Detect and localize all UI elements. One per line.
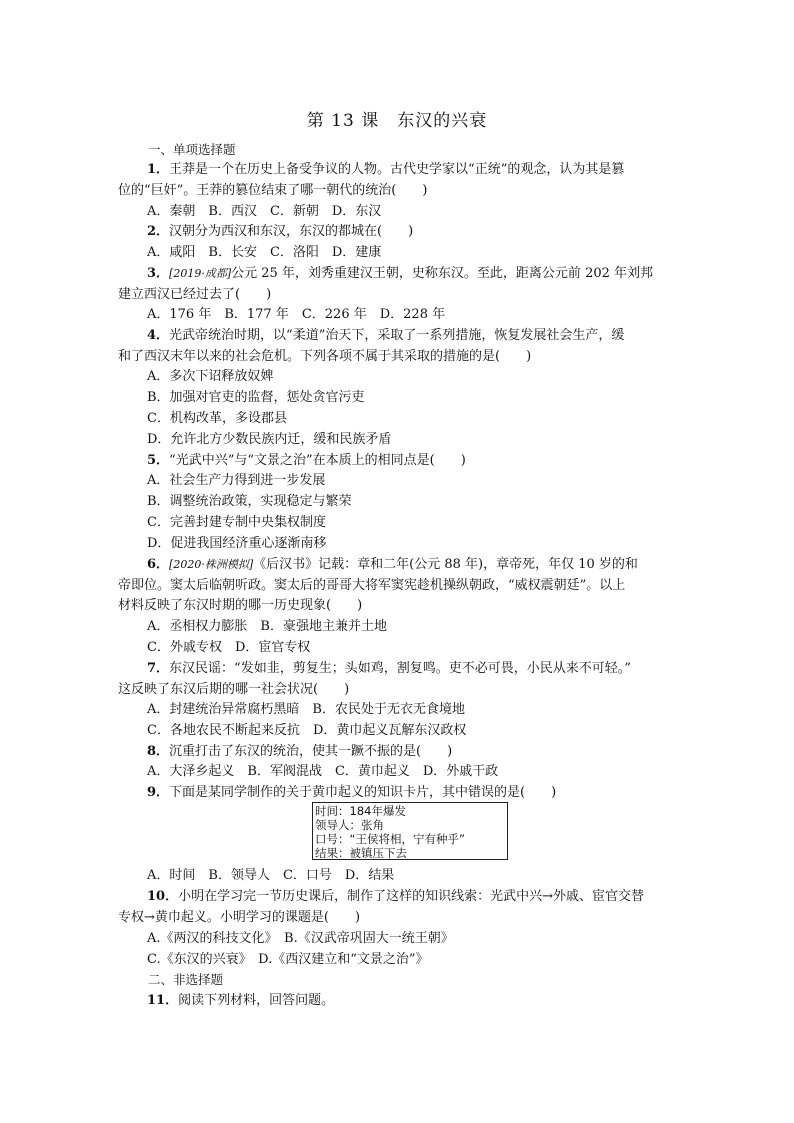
question-7-text: 东汉民谣：“发如韭，剪复生；头如鸡，割复鸣。吏不必可畏，小民从来不可轻。” (169, 661, 631, 676)
question-3-options: A．176 年 B．177 年 C．226 年 D．228 年 (147, 307, 446, 322)
question-7-number: 7． (147, 661, 170, 676)
question-1-text-cont: 位的“巨奸”。王莽的篡位结束了哪一朝代的统治( ) (118, 183, 428, 198)
question-2-number: 2． (147, 224, 170, 239)
question-6-text: 《后汉书》记载：章和二年(公元 88 年)，章帝死，年仅 10 岁的和 (253, 557, 638, 572)
question-4-number: 4． (147, 328, 170, 343)
question-4-option-b: B．加强对官吏的监督，惩处贪官污吏 (147, 390, 365, 405)
question-9-number: 9． (147, 785, 170, 800)
question-10-options-ab: A.《两汉的科技文化》 B.《汉武帝巩固大一统王朝》 (147, 931, 454, 946)
question-6-options-ab: A．丞相权力膨胀 B．豪强地主兼并土地 (147, 619, 387, 634)
question-4-text: 光武帝统治时期，以“柔道”治天下，采取了一系列措施，恢复发展社会生产，缓 (169, 328, 625, 343)
question-11-stem (147, 991, 334, 1011)
question-5-number: 5． (147, 453, 170, 468)
knowledge-card-slogan: 口号：“王侯将相，宁有种乎” (315, 832, 465, 846)
question-8-number: 8． (147, 744, 170, 759)
question-11-number: 11． (147, 993, 179, 1008)
question-1-number: 1． (147, 162, 170, 177)
question-6-text-cont-1: 帝即位。窦太后临朝听政。窦太后的哥哥大将军窦宪趁机操纵朝政，“威权震朝廷”。以上 (118, 578, 626, 593)
question-4-option-c: C．机构改革，多设郡县 (147, 411, 287, 426)
question-7-stem (147, 659, 631, 679)
question-8-stem (147, 742, 452, 762)
question-2-text: 汉朝分为西汉和东汉，东汉的都城在( ) (169, 224, 414, 239)
question-9-options: A．时间 B．领导人 C．口号 D．结果 (147, 868, 395, 883)
question-5-text: “光武中兴”与“文景之治”在本质上的相同点是( ) (169, 453, 466, 468)
question-3-source-tag: [2019·成都] (169, 267, 232, 280)
question-1-text: 王莽是一个在历史上备受争议的人物。古代史学家以“正统”的观念，认为其是篡 (169, 162, 625, 177)
question-8-options: A．大泽乡起义 B．军阀混战 C．黄巾起义 D．外戚干政 (147, 764, 499, 779)
question-5-option-d: D．促进我国经济重心逐渐南移 (147, 536, 327, 551)
question-10-options-cd: C.《东汉的兴衰》 D.《西汉建立和“文景之治”》 (147, 952, 429, 967)
question-1-options: A．秦朝 B．西汉 C．新朝 D．东汉 (147, 204, 382, 219)
question-6-stem (147, 555, 638, 575)
question-10-number: 10． (147, 889, 179, 904)
page-title: 第 13 课 东汉的兴衰 (306, 111, 488, 131)
question-3-number: 3． (147, 266, 170, 281)
question-10-text: 小明在学习完一节历史课后，制作了这样的知识线索：光武中兴→外戚、宦官交替 (178, 889, 644, 904)
question-9-text: 下面是某同学制作的关于黄巾起义的知识卡片，其中错误的是( ) (169, 785, 557, 800)
question-3-stem (147, 264, 653, 284)
question-5-option-b: B．调整统治政策，实现稳定与繁荣 (147, 494, 352, 509)
question-6-text-cont-2: 材料反映了东汉时期的哪一历史现象( ) (118, 598, 363, 613)
question-5-option-c: C．完善封建专制中央集权制度 (147, 515, 326, 530)
question-5-option-a: A．社会生产力得到进一步发展 (147, 473, 326, 488)
question-2-options: A．咸阳 B．长安 C．洛阳 D．建康 (147, 245, 382, 260)
knowledge-card-time: 时间：184年爆发 (315, 804, 406, 818)
question-11-text: 阅读下列材料，回答问题。 (178, 993, 335, 1008)
question-1-stem (147, 160, 624, 180)
question-6-options-cd: C．外戚专权 D．宦官专权 (147, 640, 311, 655)
question-7-options-ab: A．封建统治异常腐朽黑暗 B．农民处于无衣无食境地 (147, 702, 465, 717)
knowledge-card (312, 802, 508, 860)
question-8-text: 沉重打击了东汉的统治，使其一蹶不振的是( ) (169, 744, 453, 759)
question-10-stem (147, 887, 644, 907)
question-10-text-cont: 专权→黄巾起义。小明学习的课题是( ) (118, 910, 361, 925)
knowledge-card-leader: 领导人：张角 (315, 818, 384, 832)
knowledge-card-result: 结果：被镇压下去 (315, 846, 407, 860)
question-3-text-cont: 建立西汉已经过去了( ) (118, 287, 272, 302)
question-4-option-a: A．多次下诏释放奴婢 (147, 369, 274, 384)
question-4-stem (147, 326, 624, 346)
question-2-stem (147, 222, 413, 242)
question-7-text-cont: 这反映了东汉后期的哪一社会状况( ) (118, 682, 350, 697)
question-6-number: 6． (147, 557, 170, 572)
section-heading-non-choice: 二、非选择题 (148, 972, 224, 987)
question-5-stem (147, 451, 466, 471)
question-6-source-tag: [2020·株洲模拟] (169, 558, 254, 571)
question-3-text: 公元 25 年，刘秀重建汉王朝，史称东汉。至此，距离公元前 202 年刘邦 (231, 266, 654, 281)
question-7-options-cd: C．各地农民不断起来反抗 D．黄巾起义瓦解东汉政权 (147, 723, 467, 738)
section-heading-single-choice: 一、单项选择题 (148, 142, 236, 157)
question-4-text-cont: 和了西汉末年以来的社会危机。下列各项不属于其采取的措施的是( ) (118, 349, 532, 364)
question-9-stem (147, 783, 556, 803)
question-4-option-d: D．允许北方少数民族内迁，缓和民族矛盾 (147, 432, 392, 447)
